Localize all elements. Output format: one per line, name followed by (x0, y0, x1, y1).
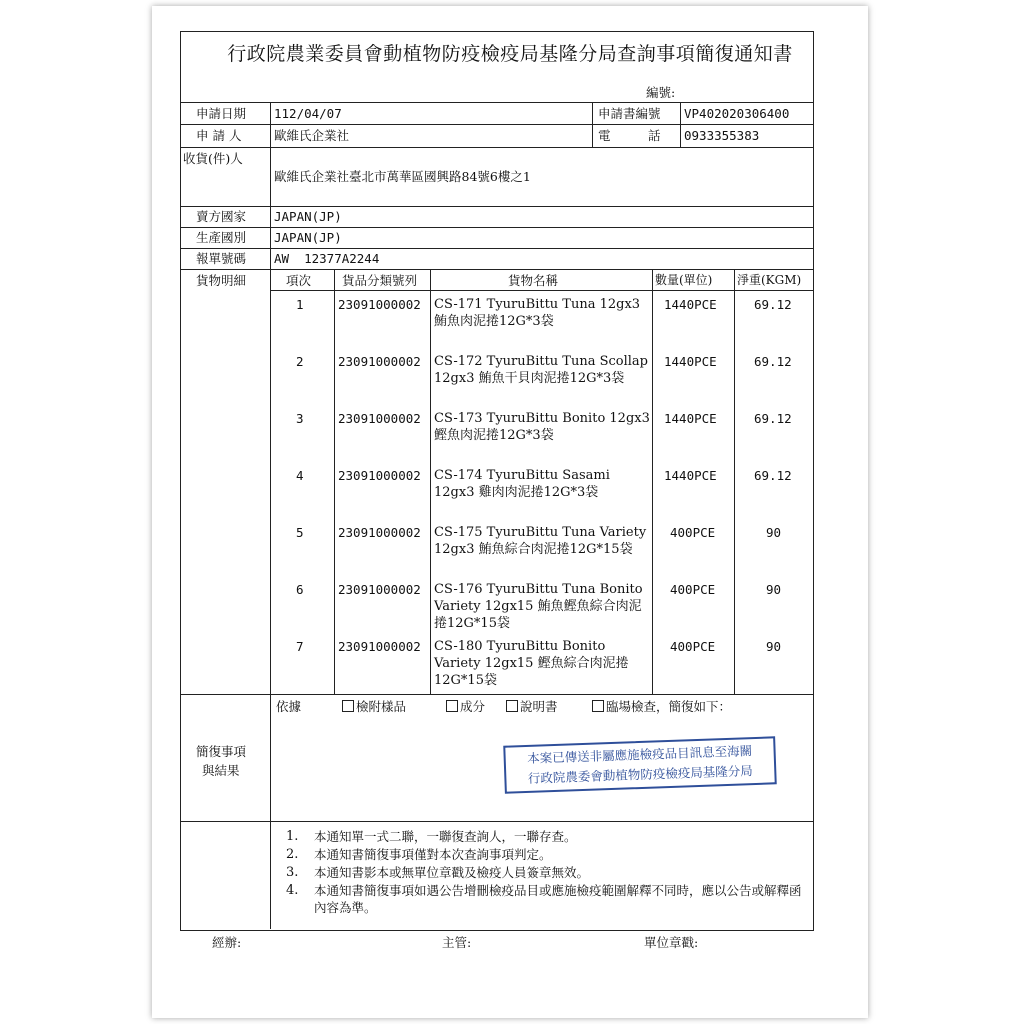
serial-label: 編號: (646, 85, 676, 100)
table-row-qty: 1440PCE (664, 468, 717, 483)
table-row-weight: 69.12 (754, 297, 792, 312)
note-text: 本通知單一式二聯，一聯復查詢人，一聯存查。 (314, 829, 577, 844)
table-row-name: CS-172 TyuruBittu Tuna Scollap 12gx3 鮪魚干貝肉泥捲12G*3袋 (434, 354, 649, 386)
applicant-label: 申 請 人 (196, 128, 242, 143)
table-row-qty: 1440PCE (664, 354, 717, 369)
phone-label: 電 話 (598, 128, 661, 143)
table-row-code: 23091000002 (338, 639, 421, 654)
table-row-weight: 90 (766, 525, 782, 540)
table-row-qty: 1440PCE (664, 297, 717, 312)
table-row-no: 3 (296, 411, 304, 426)
note-text: 本通知書簡復事項僅對本次查詢事項判定。 (314, 847, 552, 862)
table-row-code: 23091000002 (338, 468, 421, 483)
basis-label: 依據 (276, 699, 302, 714)
table-row-no: 6 (296, 582, 304, 597)
check-sample-label: 檢附樣品 (356, 699, 407, 714)
table-row-name: CS-180 TyuruBittu Bonito Variety 12gx15 鰹魚綜合肉泥捲12G*15袋 (434, 639, 629, 688)
checkbox-manual[interactable] (506, 700, 518, 712)
table-row-weight: 69.12 (754, 468, 792, 483)
table-row-qty: 400PCE (670, 639, 716, 654)
table-row-weight: 69.12 (754, 354, 792, 369)
document-page (152, 6, 868, 1018)
note-number: 3. (286, 865, 299, 880)
app-no-value: VP402020306400 (684, 106, 790, 121)
apply-date-label: 申請日期 (196, 106, 247, 121)
phone-value: 0933355383 (684, 128, 760, 143)
page-title: 行政院農業委員會動植物防疫檢疫局基隆分局查詢事項簡復通知書 (227, 43, 793, 65)
table-row-name: CS-175 TyuruBittu Tuna Variety 12gx3 鮪魚綜合肉泥捲12G*15袋 (434, 525, 647, 557)
consignee-label: 收貨(件)人 (183, 151, 243, 166)
table-row-qty: 400PCE (670, 525, 716, 540)
table-row-code: 23091000002 (338, 582, 421, 597)
note-text: 本通知書簡復事項如遇公告增刪檢疫品目或應施檢疫範圍解釋不同時，應以公告或解釋函內容為準。 (314, 883, 802, 915)
check-ingredient-label: 成分 (460, 699, 486, 714)
apply-date-value: 112/04/07 (274, 106, 342, 121)
table-row-no: 5 (296, 525, 304, 540)
table-row-no: 2 (296, 354, 304, 369)
result-label-line2: 與結果 (202, 763, 240, 778)
result-label-line1: 簡復事項 (196, 744, 247, 759)
table-row-name: CS-174 TyuruBittu Sasami 12gx3 雞肉肉泥捲12G*3袋 (434, 468, 610, 500)
col-header-name: 貨物名稱 (508, 273, 559, 288)
checkbox-sample[interactable] (342, 700, 354, 712)
table-row-code: 23091000002 (338, 411, 421, 426)
check-manual (506, 698, 558, 715)
table-row-weight: 90 (766, 582, 782, 597)
table-row-code: 23091000002 (338, 297, 421, 312)
table-row-qty: 400PCE (670, 582, 716, 597)
origin-country-value: JAPAN(JP) (274, 230, 342, 245)
declaration-label: 報單號碼 (196, 251, 247, 266)
origin-country-label: 生產國別 (196, 230, 247, 245)
check-ingredient (446, 698, 485, 715)
note-number: 1. (286, 829, 299, 844)
table-row-name: CS-171 TyuruBittu Tuna 12gx3 鮪魚肉泥捲12G*3袋 (434, 297, 641, 329)
check-sample (342, 698, 406, 715)
check-onsite-label: 臨場檢查，簡復如下： (606, 699, 732, 714)
check-onsite (592, 698, 731, 715)
stamp-line1: 本案已傳送非屬應施檢疫品目訊息至海關 (526, 743, 753, 766)
table-row-no: 7 (296, 639, 304, 654)
col-header-qty: 數量(單位) (655, 273, 713, 287)
result-stamp (503, 736, 777, 793)
col-header-no: 項次 (286, 273, 312, 288)
consignee-value: 歐維氏企業社臺北市萬華區國興路84號6樓之1 (274, 169, 531, 184)
footer-unit-seal: 單位章戳: (644, 935, 699, 950)
table-row-no: 4 (296, 468, 304, 483)
stamp-line2: 行政院農委會動植物防疫檢疫局基隆分局 (527, 763, 754, 786)
table-row-name: CS-176 TyuruBittu Tuna Bonito Variety 12gx15 鮪魚鰹魚綜合肉泥捲12G*15袋 (434, 582, 643, 631)
footer-supervisor: 主管: (442, 935, 472, 950)
table-row-qty: 1440PCE (664, 411, 717, 426)
checkbox-ingredient[interactable] (446, 700, 458, 712)
table-row-weight: 69.12 (754, 411, 792, 426)
checkbox-onsite[interactable] (592, 700, 604, 712)
table-row-no: 1 (296, 297, 304, 312)
note-text: 本通知書影本或無單位章戳及檢疫人員簽章無效。 (314, 865, 590, 880)
col-header-code: 貨品分類號列 (342, 273, 418, 288)
table-row-code: 23091000002 (338, 354, 421, 369)
goods-label: 貨物明細 (196, 273, 247, 288)
app-no-label: 申請書編號 (598, 106, 661, 121)
table-row-code: 23091000002 (338, 525, 421, 540)
seller-country-value: JAPAN(JP) (274, 209, 342, 224)
seller-country-label: 賣方國家 (196, 209, 247, 224)
footer-handler: 經辦: (212, 935, 242, 950)
applicant-value: 歐維氏企業社 (274, 128, 350, 143)
table-row-name: CS-173 TyuruBittu Bonito 12gx3 鰹魚肉泥捲12G*3袋 (434, 411, 650, 443)
note-number: 4. (286, 883, 299, 898)
note-number: 2. (286, 847, 299, 862)
check-manual-label: 說明書 (520, 699, 558, 714)
table-row-weight: 90 (766, 639, 782, 654)
declaration-value: AW 12377A2244 (274, 251, 380, 266)
col-header-weight: 淨重(KGM) (737, 273, 802, 287)
